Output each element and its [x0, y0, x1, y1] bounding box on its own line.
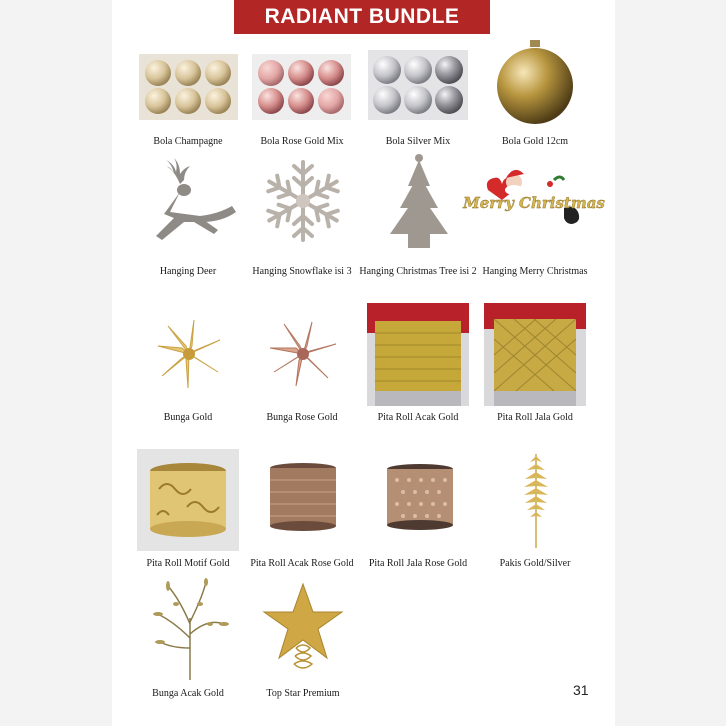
item-caption: Hanging Merry Christmas	[482, 266, 588, 277]
gold-tree-topper-star-icon	[262, 582, 344, 674]
page-number: 31	[573, 682, 589, 698]
snowflake-ornament-icon	[258, 156, 348, 246]
gold-fern-leaf-icon	[516, 450, 556, 550]
item-caption: Top Star Premium	[266, 688, 340, 699]
item-caption: Pita Roll Acak Gold	[377, 412, 459, 423]
item-caption: Bunga Gold	[163, 412, 213, 423]
item-caption: Bola Rose Gold Mix	[260, 136, 344, 147]
gold-mesh-ribbon-roll-icon	[484, 303, 586, 406]
rose-gold-ornament-balls-icon	[252, 54, 351, 120]
gold-patterned-ribbon-roll-icon	[137, 449, 239, 551]
item-caption: Bunga Rose Gold	[266, 412, 338, 423]
deer-ornament-icon	[140, 156, 240, 246]
merry-christmas-sign-text: Merry Christmas	[463, 194, 605, 212]
gold-poinsettia-icon	[152, 318, 226, 390]
page-title-banner	[234, 0, 490, 34]
item-caption: Hanging Deer	[159, 266, 217, 277]
item-caption: Bola Gold 12cm	[501, 136, 569, 147]
page-title: RADIANT BUNDLE	[264, 5, 460, 28]
item-caption: Pakis Gold/Silver	[499, 558, 571, 569]
silver-ornament-balls-icon	[368, 50, 468, 120]
item-caption: Hanging Christmas Tree isi 2	[359, 266, 477, 277]
item-caption: Pita Roll Acak Rose Gold	[250, 558, 354, 569]
item-caption: Pita Roll Jala Gold	[497, 412, 573, 423]
gold-spray-branch-icon	[150, 578, 230, 682]
gold-ribbon-roll-icon	[367, 303, 469, 406]
item-caption: Bola Champagne	[153, 136, 223, 147]
item-caption: Bola Silver Mix	[385, 136, 451, 147]
rose-gold-mesh-ribbon-roll-icon	[383, 462, 457, 532]
champagne-ornament-balls-icon	[139, 54, 238, 120]
rose-gold-ribbon-roll-icon	[266, 460, 340, 534]
item-caption: Hanging Snowflake isi 3	[252, 266, 352, 277]
christmas-tree-ornament-icon	[380, 152, 458, 252]
item-caption: Pita Roll Jala Rose Gold	[368, 558, 468, 569]
merry-christmas-sign-icon	[463, 168, 605, 234]
gold-ornament-ball-icon	[492, 38, 578, 128]
item-caption: Bunga Acak Gold	[152, 688, 224, 699]
item-caption: Pita Roll Motif Gold	[146, 558, 230, 569]
rose-gold-poinsettia-icon	[266, 318, 340, 390]
